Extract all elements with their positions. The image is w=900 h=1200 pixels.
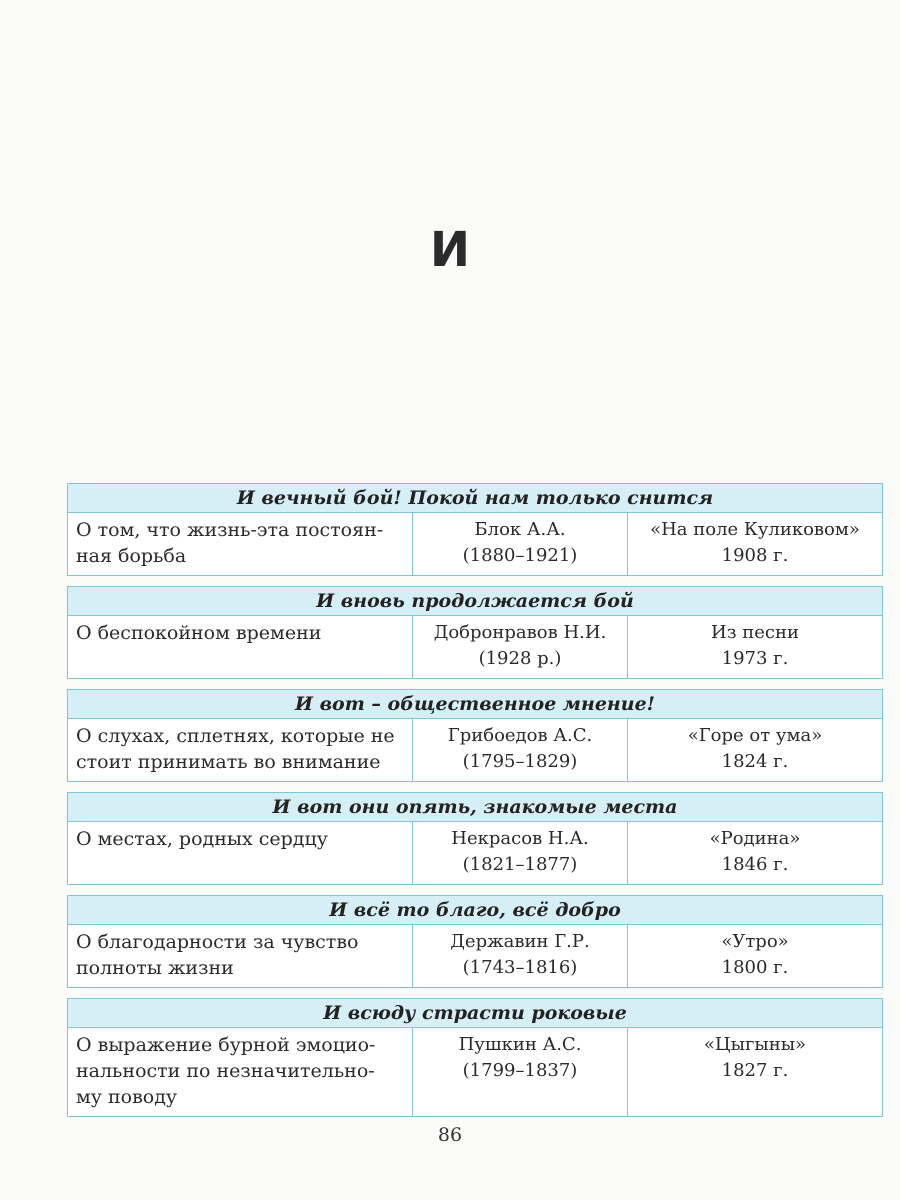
quote-entry	[67, 586, 883, 679]
meaning-line: О благодарности за чувство	[76, 931, 359, 953]
quote-title: И всюду страсти роковые	[68, 999, 882, 1028]
source-year: 1973 г.	[721, 648, 789, 669]
author-years: (1880–1921)	[462, 545, 578, 566]
quote-title: И вот они опять, знакомые места	[68, 793, 882, 822]
author-years: (1928 р.)	[478, 648, 562, 669]
source-title: «Утро»	[721, 931, 789, 952]
quote-title: И вновь продолжается бой	[68, 587, 882, 616]
source-cell	[628, 616, 882, 678]
source-cell	[628, 1028, 882, 1116]
meaning-line: О местах, родных сердцу	[76, 828, 328, 850]
author-name: Пушкин А.С.	[458, 1034, 582, 1055]
author-cell	[413, 616, 628, 678]
entry-row	[68, 719, 882, 781]
entry-row	[68, 925, 882, 987]
quote-title: И вот – общественное мнение!	[68, 690, 882, 719]
author-cell	[413, 822, 628, 884]
source-year: 1800 г.	[721, 957, 789, 978]
source-title: «Родина»	[709, 828, 801, 849]
meaning-line: полноты жизни	[76, 957, 234, 979]
source-cell	[628, 719, 882, 781]
author-years: (1821–1877)	[462, 854, 578, 875]
meaning-line: стоит принимать во внимание	[76, 751, 381, 773]
source-title: «Цыгыны»	[703, 1034, 807, 1055]
meaning-line: нальности по незначительно-	[76, 1060, 375, 1082]
meaning-cell	[68, 925, 413, 987]
meaning-line: О слухах, сплетнях, которые не	[76, 725, 395, 747]
author-name: Державин Г.Р.	[450, 931, 590, 952]
author-name: Некрасов Н.А.	[451, 828, 589, 849]
author-years: (1799–1837)	[462, 1060, 578, 1081]
author-name: Блок А.А.	[474, 519, 566, 540]
quote-title: И вечный бой! Покой нам только снится	[68, 484, 882, 513]
quote-entry	[67, 483, 883, 576]
source-year: 1824 г.	[721, 751, 789, 772]
author-cell	[413, 719, 628, 781]
source-title: «На поле Куликовом»	[650, 519, 860, 540]
meaning-cell	[68, 822, 413, 884]
meaning-cell	[68, 513, 413, 575]
author-years: (1795–1829)	[462, 751, 578, 772]
author-cell	[413, 513, 628, 575]
author-name: Добронравов Н.И.	[433, 622, 607, 643]
meaning-line: О беспокойном времени	[76, 622, 322, 644]
author-name: Грибоедов А.С.	[447, 725, 593, 746]
source-title: «Горе от ума»	[687, 725, 823, 746]
author-cell	[413, 1028, 628, 1116]
source-year: 1846 г.	[721, 854, 789, 875]
source-year: 1908 г.	[721, 545, 789, 566]
author-years: (1743–1816)	[462, 957, 578, 978]
meaning-cell	[68, 616, 413, 678]
section-letter: И	[429, 222, 471, 278]
entry-row	[68, 616, 882, 678]
quote-entry	[67, 792, 883, 885]
meaning-line: му поводу	[76, 1086, 178, 1108]
meaning-line: ная борьба	[76, 545, 187, 567]
quote-title: И всё то благо, всё добро	[68, 896, 882, 925]
quote-entry	[67, 998, 883, 1117]
entry-row	[68, 1028, 882, 1116]
source-cell	[628, 925, 882, 987]
source-title: Из песни	[711, 622, 799, 643]
meaning-cell	[68, 1028, 413, 1116]
entry-row	[68, 822, 882, 884]
quote-entry	[67, 689, 883, 782]
source-cell	[628, 513, 882, 575]
page-number: 86	[437, 1124, 463, 1146]
author-cell	[413, 925, 628, 987]
meaning-line: О выражение бурной эмоцио-	[76, 1034, 376, 1056]
meaning-line: О том, что жизнь-эта постоян-	[76, 519, 384, 541]
source-cell	[628, 822, 882, 884]
source-year: 1827 г.	[721, 1060, 789, 1081]
meaning-cell	[68, 719, 413, 781]
quote-entry	[67, 895, 883, 988]
entry-row	[68, 513, 882, 575]
